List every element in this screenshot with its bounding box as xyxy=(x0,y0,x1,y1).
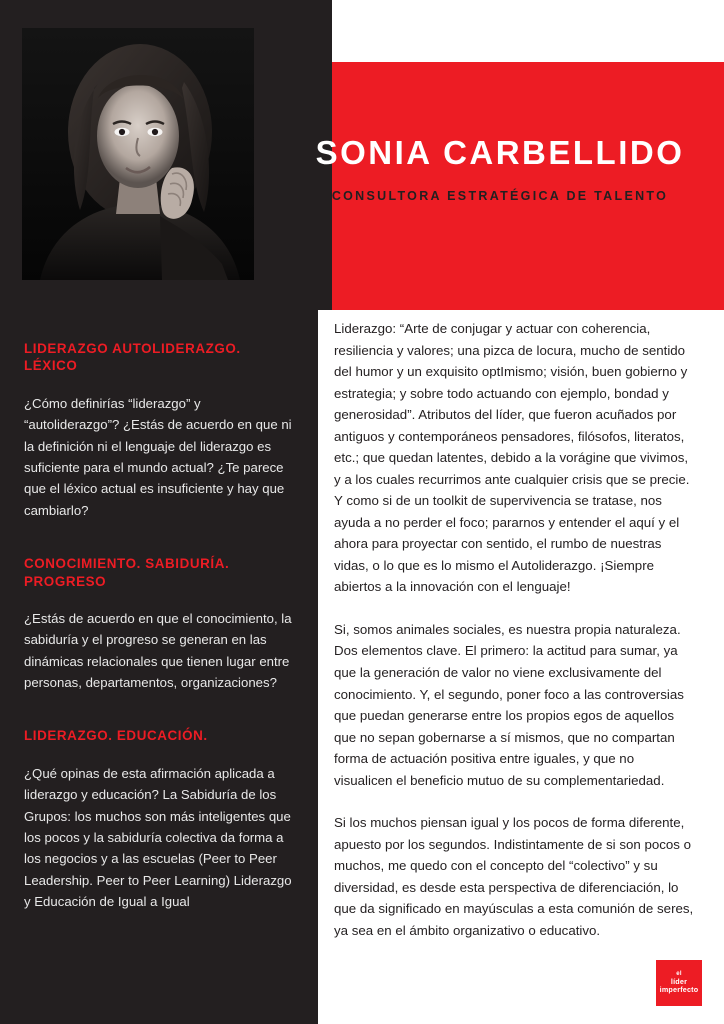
question-title: CONOCIMIENTO. SABIDURÍA. PROGRESO xyxy=(24,556,230,589)
question-block xyxy=(24,340,296,521)
brand-logo xyxy=(656,960,702,1006)
questions-column xyxy=(24,340,296,912)
question-title: LIDERAZGO. EDUCACIÓN. xyxy=(24,728,208,744)
page-title: SONIA CARBELLIDO xyxy=(315,134,685,171)
answer-paragraph: Si los muchos piensan igual y los pocos de forma diferente, apuesto por los segundos. Indistintamente de si son pocos o muchos, me quedo con el concepto del “colectivo” y su diversidad, es desde esta perspectiva de diferenciación, lo que da significado en mayúsculas a esta comunión de seres, ya sea en el ámbito organizativo o educativo. xyxy=(334,815,694,938)
question-text: ¿Qué opinas de esta afirmación aplicada a liderazgo y educación? La Sabiduría de los Grupos: los muchos son más inteligentes que los pocos y la sabiduría colectiva da forma a los negocios y a las escuelas (Peer to Peer Leadership. Peer to Peer Learning) Liderazgo y Educación de Igual a Igual xyxy=(24,765,292,910)
answer-paragraph: Liderazgo: “Arte de conjugar y actuar con coherencia, resiliencia y valores; una pizca de locura, mucho de sentido del humor y un exquisito optImismo; visión, buen gobierno y estrategia; y sobre todo actuando con ejemplo, bondad y generosidad”. Atributos del líder, que fueron acuñados por antiguos y contemporáneos pensadores, filósofos, literatos, etc.; que quedan latentes, debido a la vorágine que vivimos, y a los cuales recurrimos ante cualquier crisis que se precie. Y como si de un toolkit de supervivencia se tratase, nos ayuda a no perder el foco; pararnos y entender el aquí y el ahora para proyectar con sentido, el rumbo de nuestras vidas, o lo que es lo mismo el Autoliderazgo. ¡Siempre abiertos a la innovación con el lenguaje! xyxy=(334,321,690,595)
logo-line-2: líder imperfecto xyxy=(659,977,699,995)
answer-paragraph: Si, somos animales sociales, es nuestra propia naturaleza. Dos elementos clave. El primero: la actitud para sumar, ya que la generación de valor no viene exclusivamente del conocimiento. Y, el segundo, poner foco a las controversias que puedan generarse entre los propios egos de aquellos que no sepan gobernarse a sí mismos, que no compartan forma de actuación positiva entre iguales, y que no visualicen el beneficio mutuo de su complementariedad. xyxy=(334,621,684,788)
logo-line-1: el xyxy=(676,971,682,978)
question-block xyxy=(24,555,296,693)
question-title: LIDERAZGO AUTOLIDERAZGO. LÉXICO xyxy=(24,341,241,374)
portrait-photo xyxy=(22,28,254,280)
question-text: ¿Cómo definirías “liderazgo” y “autoliderazgo”? ¿Estás de acuerdo en que ni la definición ni el lenguaje del liderazgo es suficiente para el mundo actual? ¿Te parece que el léxico actual es insuficiente y hay que cambiarlo? xyxy=(24,395,292,518)
header-text-group xyxy=(300,135,700,203)
question-text: ¿Estás de acuerdo en que el conocimiento, la sabiduría y el progreso se generan en las dinámicas relacionales que tienen lugar entre personas, departamentos, organizaciones? xyxy=(24,610,292,691)
answers-column xyxy=(334,318,694,941)
question-block xyxy=(24,727,296,912)
page-subtitle: CONSULTORA ESTRATÉGICA DE TALENTO xyxy=(331,189,669,204)
